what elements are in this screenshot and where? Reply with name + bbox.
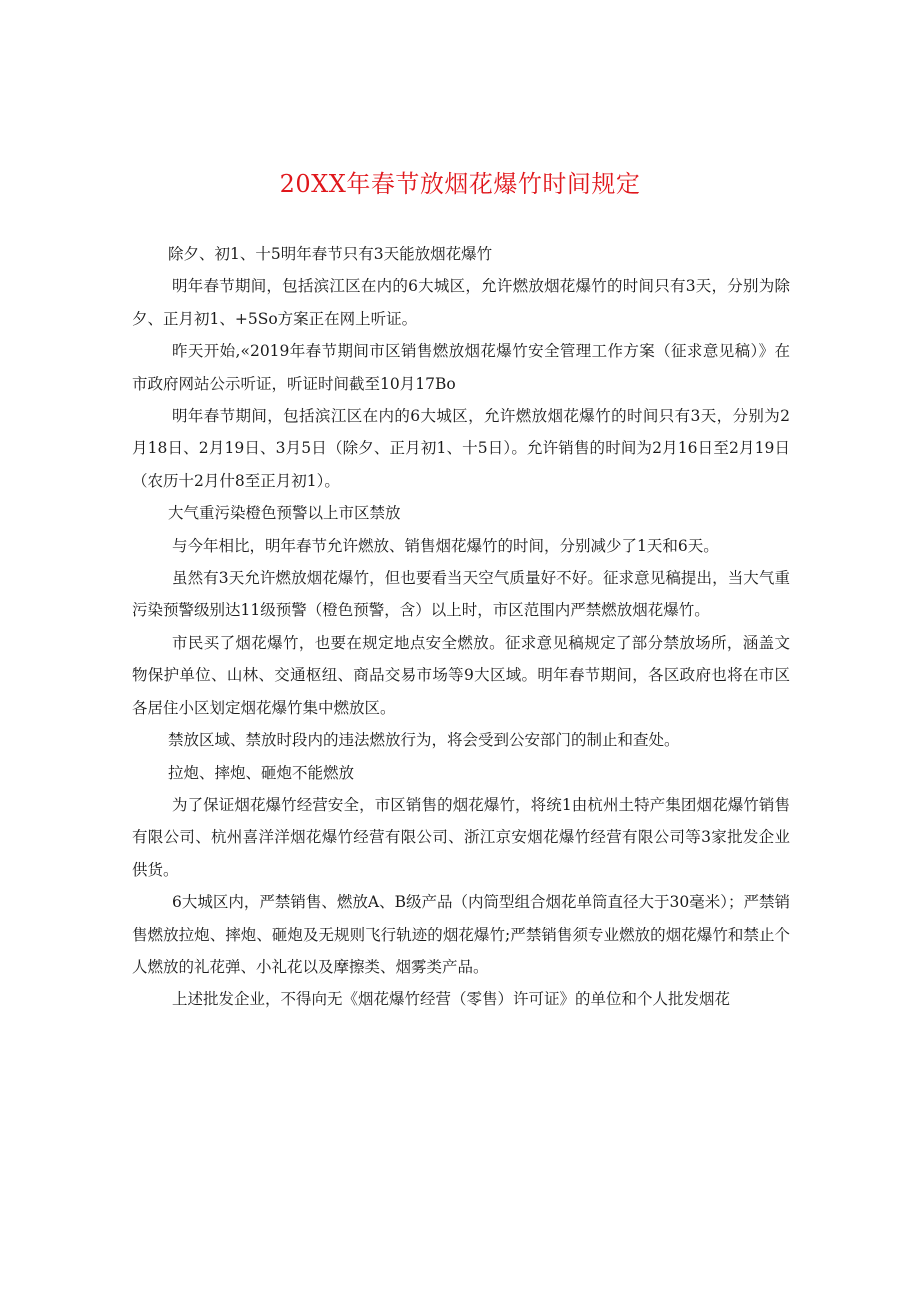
paragraph: 虽然有3天允许燃放烟花爆竹，但也要看当天空气质量好不好。征求意见稿提出，当大气重污染预警级别达11级预警（橙色预警，含）以上时，市区范围内严禁燃放烟花爆竹。 (132, 569, 790, 620)
paragraph: 明年春节期间，包括滨江区在内的6大城区，允许燃放烟花爆竹的时间只有3天，分别为除夕、正月初1、+5So方案正在网上听证。 (132, 277, 790, 328)
paragraph: 市民买了烟花爆竹，也要在规定地点安全燃放。征求意见稿规定了部分禁放场所，涵盖文物保护单位、山林、交通枢纽、商品交易市场等9大区域。明年春节期间，各区政府也将在市区各居住小区划定烟花爆竹集中燃放区。 (132, 633, 790, 717)
paragraph: 禁放区域、禁放时段内的违法燃放行为，将会受到公安部门的制止和查处。 (168, 731, 680, 750)
section-heading: 拉炮、摔炮、砸炮不能燃放 (168, 763, 355, 782)
document-body (132, 238, 790, 1016)
paragraph: 6大城区内，严禁销售、燃放A、B级产品（内筒型组合烟花单筒直径大于30毫米）；严禁销售燃放拉炮、摔炮、砸炮及无规则飞行轨迹的烟花爆竹;严禁销售须专业燃放的烟花爆竹和禁止个人燃放的礼花弹、小礼花以及摩擦类、烟雾类产品。 (132, 893, 790, 976)
paragraph: 为了保证烟花爆竹经营安全，市区销售的烟花爆竹，将统1由杭州土特产集团烟花爆竹销售有限公司、杭州喜洋洋烟花爆竹经营有限公司、浙江京安烟花爆竹经营有限公司等3家批发企业供货。 (132, 795, 790, 879)
paragraph: 与今年相比，明年春节允许燃放、销售烟花爆竹的时间，分别减少了1天和6天。 (172, 536, 719, 555)
document-title: 20XX年春节放烟花爆竹时间规定 (279, 170, 641, 198)
paragraph: 上述批发企业，不得向无《烟花爆竹经营（零售）许可证》的单位和个人批发烟花 (172, 990, 731, 1009)
paragraph: 昨天开始,«2019年春节期间市区销售燃放烟花爆竹安全管理工作方案（征求意见稿）》在市政府网站公示听证，听证时间截至10月17Bo (132, 342, 790, 393)
paragraph: 明年春节期间，包括滨江区在内的6大城区，允许燃放烟花爆竹的时间只有3天，分别为2月18日、2月19日、3月5日（除夕、正月初1、十5日）。允许销售的时间为2月16日至2月19日（农历十2月什8至正月初1）。 (132, 407, 790, 490)
section-heading: 除夕、初1、十5明年春节只有3天能放烟花爆竹 (168, 245, 493, 263)
section-heading: 大气重污染橙色预警以上市区禁放 (168, 504, 401, 523)
